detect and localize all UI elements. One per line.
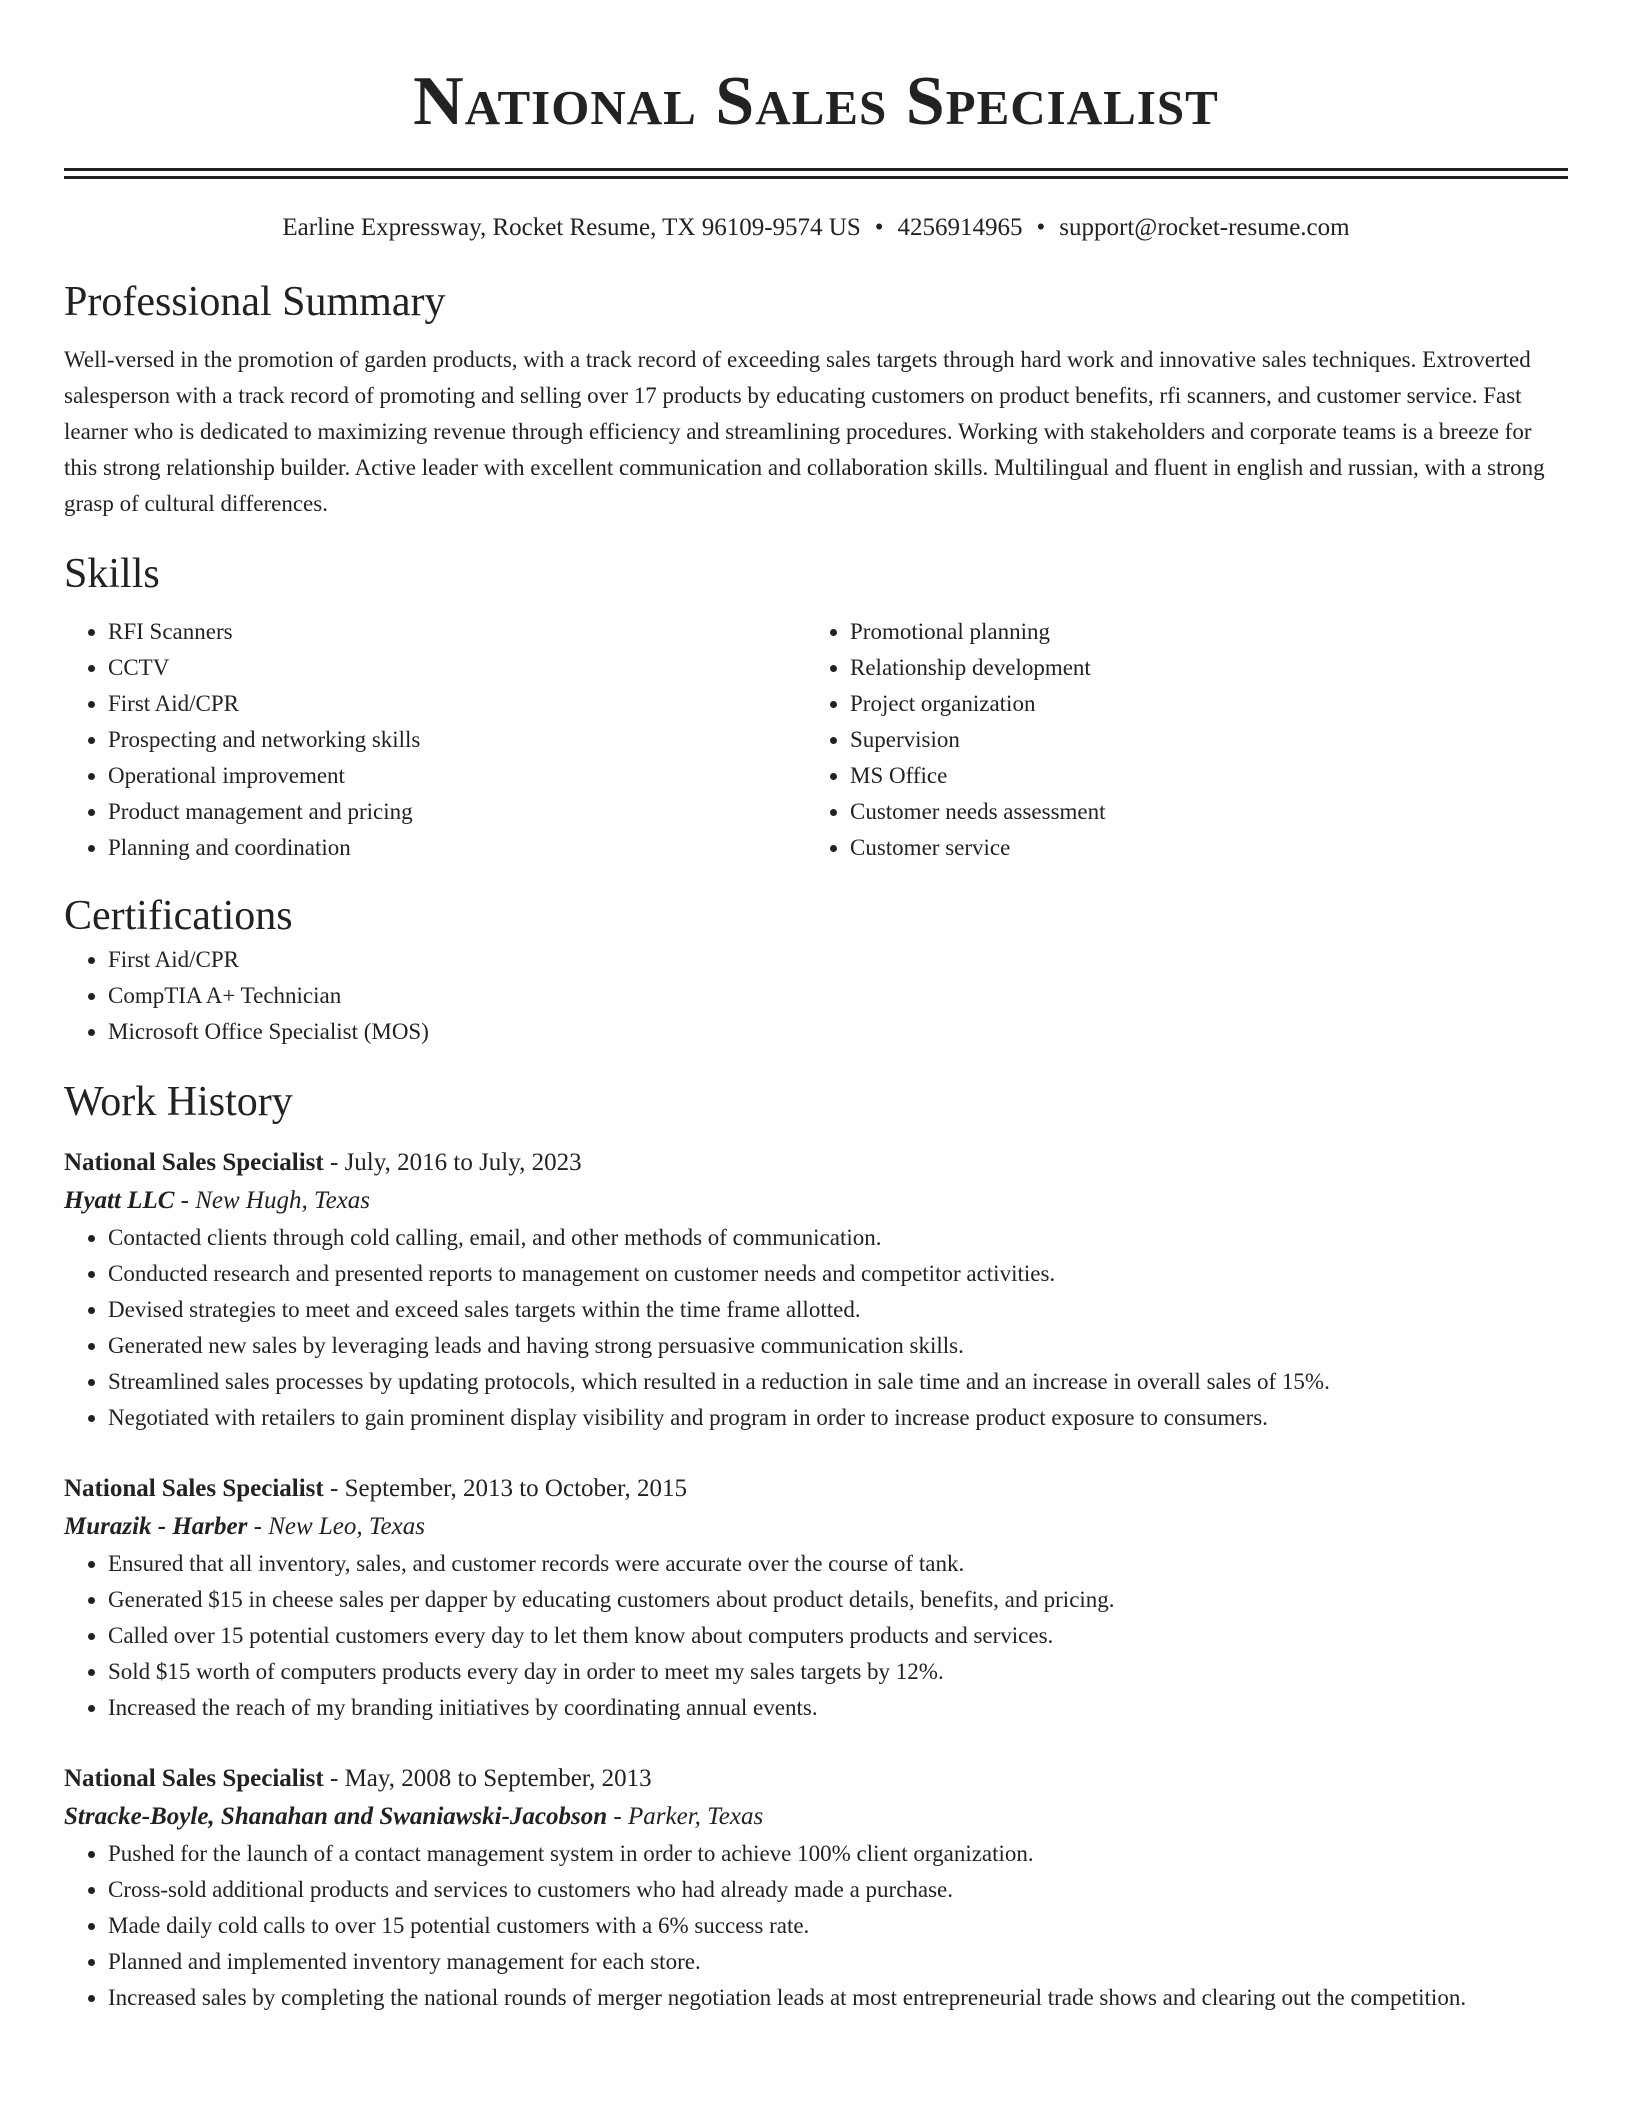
job-duty-item: • Conducted research and presented reports to management on customer needs and competitor activities. xyxy=(108,1256,1568,1292)
job-duty-item: • Generated new sales by leveraging leads and having strong persuasive communication skills. xyxy=(108,1328,1568,1364)
skill-item: • Product management and pricing xyxy=(108,794,806,830)
contact-phone: 4256914965 xyxy=(897,214,1023,241)
job-title-line xyxy=(64,1144,1568,1182)
job-location: - New Hugh, Texas xyxy=(174,1187,371,1214)
certification-item: • First Aid/CPR xyxy=(108,942,1568,978)
job-company-line xyxy=(64,1798,1568,1836)
skills-column-left xyxy=(64,614,806,866)
job-entry xyxy=(64,1470,1568,1726)
job-duty-item: • Planned and implemented inventory management for each store. xyxy=(108,1944,1568,1980)
contact-email: support@rocket-resume.com xyxy=(1059,214,1350,241)
contact-line xyxy=(64,210,1568,246)
summary-text: Well-versed in the promotion of garden products, with a track record of exceeding sales targets through hard work and innovative sales techniques. Extroverted salesperson with a track record of promoting and selling over 17 products by educating customers on product benefits, rfi scanners, and customer service. Fast learner who is dedicated to maximizing revenue through efficiency and streamlining procedures. Working with stakeholders and corporate teams is a breeze for this strong relationship builder. Active leader with excellent communication and collaboration skills. Multilingual and fluent in english and russian, with a strong grasp of cultural differences. xyxy=(64,347,1545,516)
skills-grid xyxy=(64,614,1568,866)
job-location: - New Leo, Texas xyxy=(247,1513,425,1540)
job-entry xyxy=(64,1760,1568,2016)
job-duty-item: • Increased the reach of my branding initiatives by coordinating annual events. xyxy=(108,1690,1568,1726)
job-duties-list xyxy=(64,1220,1568,1436)
job-duty-item: • Made daily cold calls to over 15 potential customers with a 6% success rate. xyxy=(108,1908,1568,1944)
job-duties-list xyxy=(64,1836,1568,2016)
job-company: Hyatt LLC xyxy=(64,1187,175,1214)
job-company-line xyxy=(64,1182,1568,1220)
job-title-line xyxy=(64,1470,1568,1508)
job-duties-list xyxy=(64,1546,1568,1726)
skills-list-right xyxy=(806,614,1548,866)
job-duty-item: • Contacted clients through cold calling, email, and other methods of communication. xyxy=(108,1220,1568,1256)
certification-item: • CompTIA A+ Technician xyxy=(108,978,1568,1014)
certifications-heading: Certifications xyxy=(64,893,293,939)
job-duty-item: • Ensured that all inventory, sales, and customer records were accurate over the course of tank. xyxy=(108,1546,1568,1582)
skill-item: • Project organization xyxy=(850,686,1548,722)
job-duty-item: • Pushed for the launch of a contact management system in order to achieve 100% client organization. xyxy=(108,1836,1568,1872)
job-duty-item: • Cross-sold additional products and services to customers who had already made a purchase. xyxy=(108,1872,1568,1908)
skill-item: • RFI Scanners xyxy=(108,614,806,650)
job-title: National Sales Specialist xyxy=(64,1475,324,1502)
job-dates: - May, 2008 to September, 2013 xyxy=(323,1765,652,1792)
skills-list-left xyxy=(64,614,806,866)
skill-item: • Customer needs assessment xyxy=(850,794,1548,830)
contact-separator: • xyxy=(1036,214,1046,241)
certifications-list xyxy=(64,942,1568,1050)
skills-column-right xyxy=(806,614,1548,866)
skill-item: • Customer service xyxy=(850,830,1548,866)
work-history-heading: Work History xyxy=(64,1079,293,1125)
job-duty-item: • Called over 15 potential customers every day to let them know about computers products and services. xyxy=(108,1618,1568,1654)
job-duty-item: • Negotiated with retailers to gain prominent display visibility and program in order to increase product exposure to consumers. xyxy=(108,1400,1568,1436)
job-duty-item: • Devised strategies to meet and exceed sales targets within the time frame allotted. xyxy=(108,1292,1568,1328)
job-dates: - September, 2013 to October, 2015 xyxy=(323,1475,687,1502)
job-duty-item: • Increased sales by completing the national rounds of merger negotiation leads at most entrepreneurial trade shows and clearing out the competition. xyxy=(108,1980,1568,2016)
skill-item: • CCTV xyxy=(108,650,806,686)
job-dates: - July, 2016 to July, 2023 xyxy=(323,1149,582,1176)
skill-item: • Prospecting and networking skills xyxy=(108,722,806,758)
job-title: National Sales Specialist xyxy=(64,1765,324,1792)
job-title: National Sales Specialist xyxy=(64,1149,324,1176)
page-title: National Sales Specialist xyxy=(413,63,1219,140)
skill-item: • Promotional planning xyxy=(850,614,1548,650)
job-title-line xyxy=(64,1760,1568,1798)
contact-separator: • xyxy=(874,214,884,241)
job-company-line xyxy=(64,1508,1568,1546)
job-entry xyxy=(64,1144,1568,1436)
skill-item: • Relationship development xyxy=(850,650,1548,686)
job-duty-item: • Generated $15 in cheese sales per dapper by educating customers about product details, benefits, and pricing. xyxy=(108,1582,1568,1618)
certification-item: • Microsoft Office Specialist (MOS) xyxy=(108,1014,1568,1050)
skill-item: • First Aid/CPR xyxy=(108,686,806,722)
job-company: Stracke-Boyle, Shanahan and Swaniawski-Jacobson xyxy=(64,1803,608,1830)
job-company: Murazik - Harber xyxy=(64,1513,248,1540)
contact-address: Earline Expressway, Rocket Resume, TX 96109-9574 US xyxy=(282,214,861,241)
skills-heading: Skills xyxy=(64,551,160,597)
skill-item: • Operational improvement xyxy=(108,758,806,794)
title-divider xyxy=(64,168,1568,179)
job-duty-item: • Streamlined sales processes by updating protocols, which resulted in a reduction in sale time and an increase in overall sales of 15%. xyxy=(108,1364,1568,1400)
skill-item: • Planning and coordination xyxy=(108,830,806,866)
skill-item: • Supervision xyxy=(850,722,1548,758)
job-duty-item: • Sold $15 worth of computers products every day in order to meet my sales targets by 12%. xyxy=(108,1654,1568,1690)
summary-heading: Professional Summary xyxy=(64,279,446,325)
skill-item: • MS Office xyxy=(850,758,1548,794)
job-location: - Parker, Texas xyxy=(607,1803,764,1830)
